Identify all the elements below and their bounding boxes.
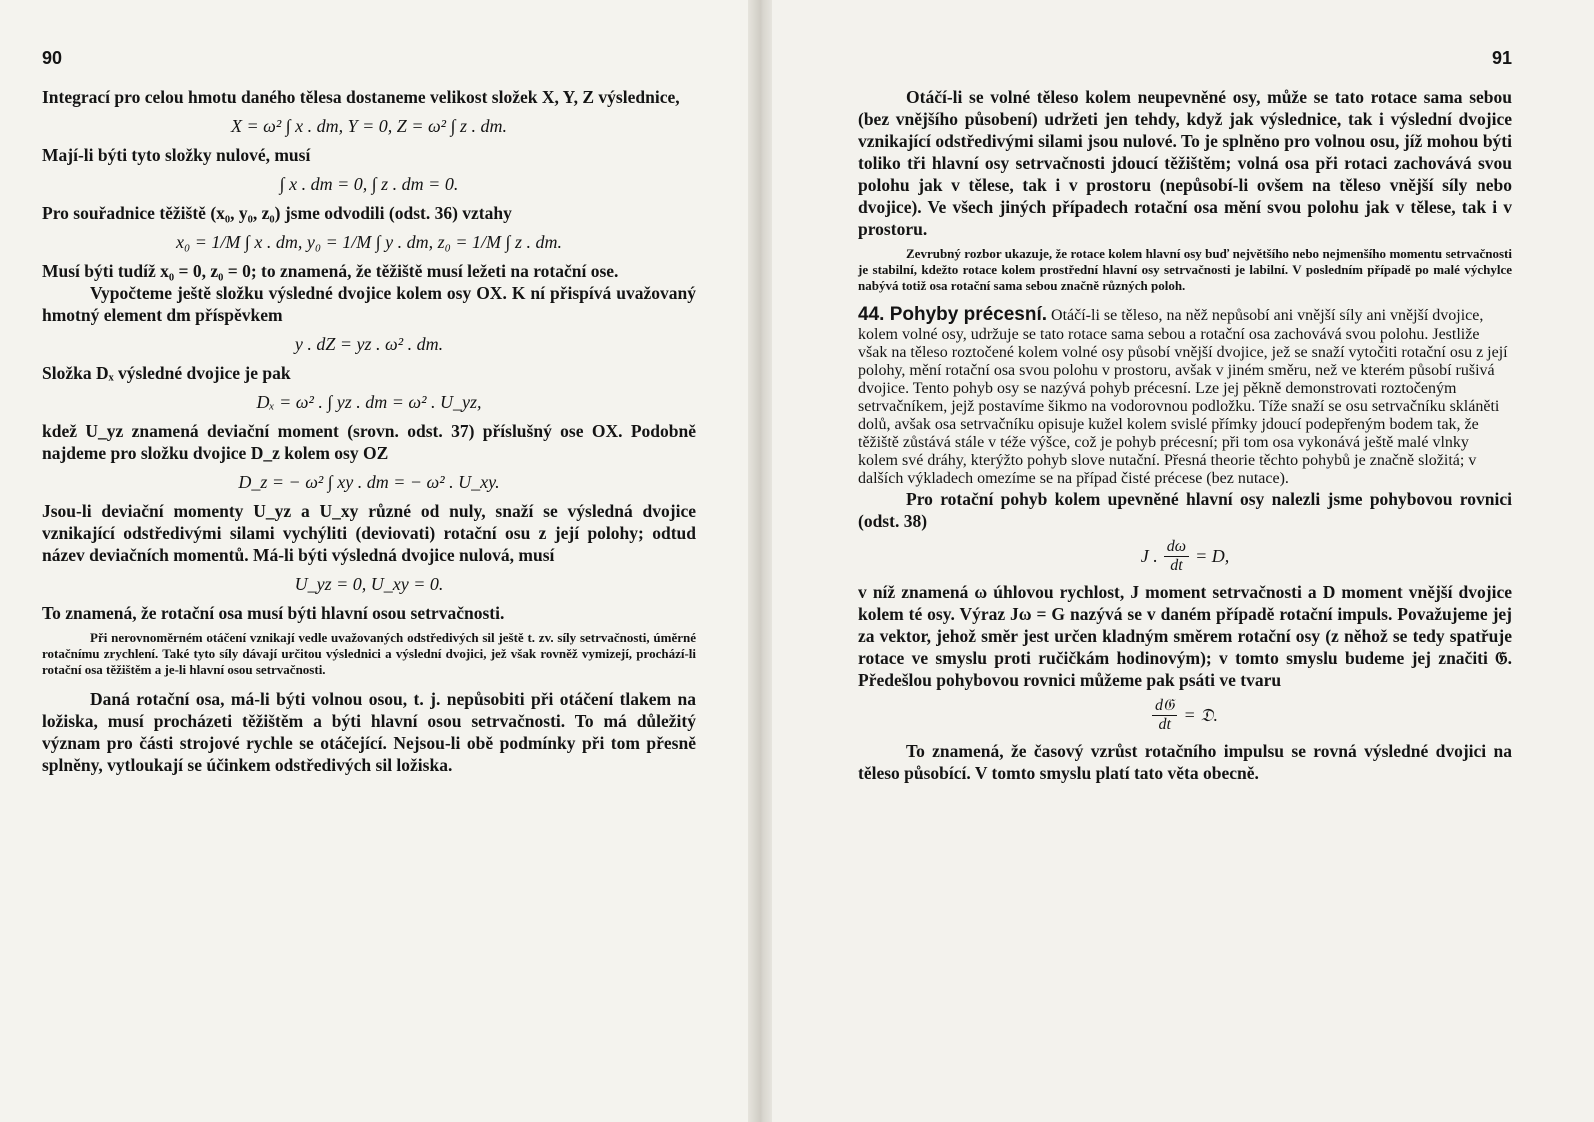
paragraph: Daná rotační osa, má-li býti volnou osou, t. j. nepůsobiti při otáčení tlakem na ložiska, musí procházeti těžištěm a býti hlavní osou setrvačnosti. To má důležitý význam pro části strojové rychle se otáčející. Nejsou-li obě podmínky při tom přesně splněny, vytloukají se účinkem odstředivých sil ložiska.: [42, 689, 696, 775]
small-print-note: [858, 246, 1512, 294]
paragraph: Pro rotační pohyb kolem upevněné hlavní osy nalezli jsme pohybovou rovnici (odst. 38): [858, 489, 1512, 531]
equation: y . dZ = yz . ω² . dm.: [294, 334, 444, 354]
section-heading: 44. Pohyby précesní.: [858, 304, 1048, 325]
paragraph: Musí býti tudíž x₀ = 0, z₀ = 0; to znamená, že těžiště musí ležeti na rotační ose.: [42, 261, 619, 281]
paragraph: To znamená, že časový vzrůst rotačního impulsu se rovná výsledné dvojici na těleso působící. V tomto smyslu platí tato věta obecně.: [858, 741, 1512, 783]
equation-motion: [858, 538, 1512, 575]
page-number-left: 90: [42, 48, 63, 68]
equation-impulse: [858, 697, 1512, 734]
denominator: dt: [1170, 557, 1183, 574]
fraction: [1164, 538, 1189, 575]
equation: ∫ x . dm = 0, ∫ z . dm = 0.: [279, 174, 459, 194]
paragraph: Složka Dₓ výsledné dvojice je pak: [42, 363, 291, 383]
equation: X = ω² ∫ x . dm, Y = 0, Z = ω² ∫ z . dm.: [230, 116, 508, 136]
fraction: [1152, 697, 1177, 734]
numerator: dω: [1164, 538, 1189, 557]
paragraph: To znamená, že rotační osa musí býti hlavní osou setrvačnosti.: [42, 603, 505, 623]
equation: Dₓ = ω² . ∫ yz . dm = ω² . U_yz,: [256, 392, 482, 412]
equation: x₀ = 1/M ∫ x . dm, y₀ = 1/M ∫ y . dm, z₀ = 1/M ∫ z . dm.: [176, 232, 562, 252]
paragraph: v níž znamená ω úhlovou rychlost, J moment setrvačnosti a D moment vnější dvojice kolem té osy. Výraz Jω = G nazývá se v daném případě rotační impuls. Považujeme jej za vektor, jehož směr jest určen kladným směrem rotační osy (z něhož se tedy spatřuje rotace ve smyslu proti ručičkám hodinovým); v tomto smyslu budeme jej značiti 𝔊. Předešlou pohybovou rovnici můžeme pak psáti ve tvaru: [858, 582, 1512, 690]
paragraph: kdež U_yz znamená deviační moment (srovn. odst. 37) příslušný ose OX. Podobně najdeme pro složku dvojice D_z kolem osy OZ: [42, 421, 696, 463]
numerator: d𝔊: [1152, 697, 1177, 716]
eq-rhs: = D,: [1195, 546, 1230, 566]
page-number-right: 91: [1491, 48, 1512, 68]
paragraph: Vypočteme ještě složku výsledné dvojice kolem osy OX. K ní přispívá uvažovaný hmotný element dm příspěvkem: [42, 283, 696, 325]
equation: D_z = − ω² ∫ xy . dm = − ω² . U_xy.: [238, 472, 500, 492]
paragraph: Pro souřadnice těžiště (x₀, y₀, z₀) jsme odvodili (odst. 36) vztahy: [42, 203, 512, 223]
paragraph: Jsou-li deviační momenty U_yz a U_xy různé od nuly, snaží se výsledná dvojice vznikající odstředivými silami vychýliti (deviovati) rotační osu z její polohy; odtud název deviačních momentů. Má-li býti výsledná dvojice nulová, musí: [42, 501, 696, 565]
eq-lhs: J .: [1140, 546, 1158, 566]
section-text: Otáčí-li se těleso, na něž nepůsobí ani vnější síly ani vnější dvojice, kolem volné osy, udržuje se tato rotace sama sebou a rotační osa zachovává svou polohu. Jestliže však na těleso roztočené kolem volné osy působí vnější dvojice, jež se snaží vytočiti rotační osu z její polohy, mění rotační osa svou polohu v prostoru, avšak v jiném směru, než ve kterém působí rušivá dvojice. Tento pohyb osy se nazývá pohyb précesní. Lze jej pěkně demonstrovati roztočeným setrvačníkem, jejž postavíme šikmo na vodorovnou podložku. Tíže snaží se osu setrvačníku skláněti dolů, avšak osa setrvačníku opisuje kužel kolem svislé přímky jdoucí podepřeným bodem tak, že těžiště zůstává stále v téže výšce, což je pohyb précesní; při tom osa vykonává ještě malé vlnky kolem své dráhy, kterýžto pohyb slove nutační. Přesná theorie těchto pohybů je značně složitá; v dalších výkladech omezíme se na případ čisté précese (bez nutace).: [858, 307, 1508, 487]
small-print-note: [42, 630, 696, 678]
left-page: [0, 0, 760, 1122]
denominator: dt: [1158, 716, 1171, 733]
paragraph: Otáčí-li se volné těleso kolem neupevněné osy, může se tato rotace sama sebou (bez vnějšího působení) udržeti jen tehdy, když jak výslednice, tak i výslední dvojice vznikající odstředivými silami jsou nulové. To je splněno pro volnou osu, jíž mohou býti toliko tři hlavní osy setrvačnosti jdoucí těžištěm; volná osa při rotaci zachovává svou polohu jak v tělese, tak i v prostoru (nepůsobí-li ovšem na těleso vnější síly nebo dvojice). Ve všech jiných případech rotační osa mění svou polohu jak v tělese, tak i v prostoru.: [858, 87, 1512, 239]
eq-rhs: = 𝔇.: [1183, 705, 1218, 725]
paragraph: Mají-li býti tyto složky nulové, musí: [42, 145, 311, 165]
right-page: [772, 0, 1594, 1122]
equation: U_yz = 0, U_xy = 0.: [294, 574, 444, 594]
paragraph: Integrací pro celou hmotu daného tělesa dostaneme velikost složek X, Y, Z výslednice,: [42, 87, 680, 107]
note-text: Při nerovnoměrném otáčení vznikají vedle uvažovaných odstředivých sil ještě t. zv. síly setrvačnosti, úměrné rotačnímu zrychlení. Také tyto síly dávají určitou výslednici a výslední dvojici, jež však rovněž vymizejí, prochází-li rotační osa těžištěm a je-li hlavní osou setrvačnosti.: [42, 630, 696, 677]
note-text: Zevrubný rozbor ukazuje, že rotace kolem hlavní osy buď největšího nebo nejmenšího momentu setrvačnosti je stabilní, kdežto rotace kolem prostřední hlavní osy setrvačnosti je labilní. V posledním případě po malé výchylce nabývá totiž osa rotační sama sebou značně různých poloh.: [858, 246, 1512, 293]
